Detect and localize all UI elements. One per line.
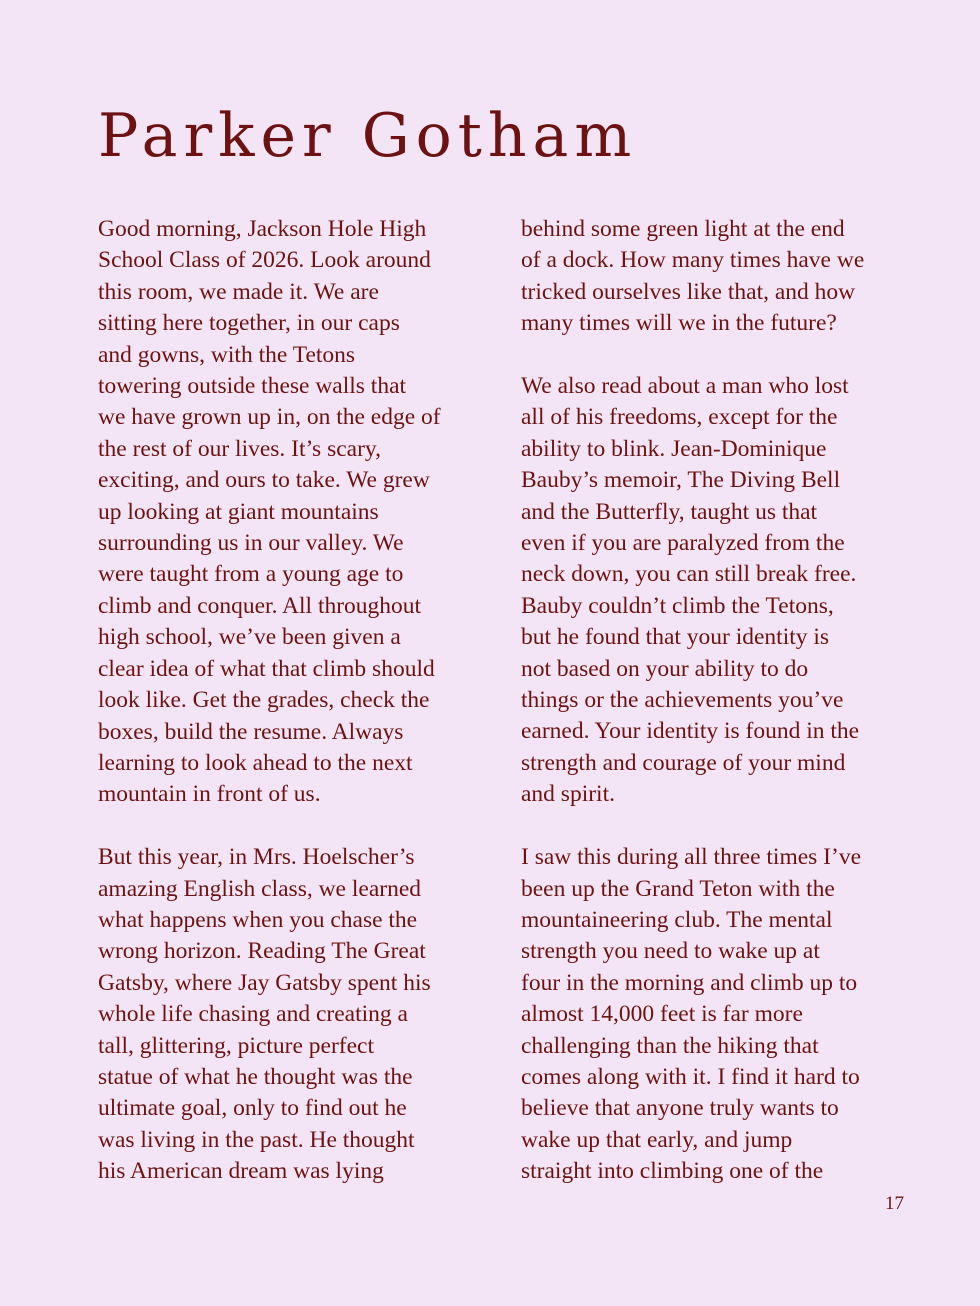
text-line: the rest of our lives. It’s scary, (98, 435, 382, 462)
paragraph (521, 214, 901, 340)
text-line: were taught from a young age to (98, 561, 404, 588)
text-line: but he found that your identity is (521, 624, 830, 651)
text-line: almost 14,000 feet is far more (521, 1001, 803, 1028)
text-line: things or the achievements you’ve (521, 687, 844, 714)
text-line: earned. Your identity is found in the (521, 718, 860, 745)
text-line: exciting, and ours to take. We grew (98, 467, 430, 494)
text-line: ability to blink. Jean-Dominique (521, 435, 827, 462)
text-line: Good morning, Jackson Hole High (98, 216, 427, 242)
text-line: and the Butterfly, taught us that (521, 498, 818, 525)
text-line: boxes, build the resume. Always (98, 718, 404, 745)
text-line: comes along with it. I find it hard to (521, 1063, 860, 1090)
text-line: climb and conquer. All throughout (98, 592, 422, 619)
text-line: towering outside these walls that (98, 373, 407, 400)
text-line: what happens when you chase the (98, 906, 418, 933)
text-line: been up the Grand Teton with the (521, 875, 835, 902)
text-column-left (98, 214, 478, 1188)
text-line: we have grown up in, on the edge of (98, 404, 441, 431)
text-line: whole life chasing and creating a (98, 1001, 408, 1028)
text-line: four in the morning and climb up to (521, 969, 858, 996)
text-line: up looking at giant mountains (98, 498, 379, 525)
text-line: behind some green light at the end (521, 216, 845, 242)
text-line: strength and courage of your mind (521, 749, 846, 776)
text-line: high school, we’ve been given a (98, 624, 401, 651)
text-line: Bauby’s memoir, The Diving Bell (521, 467, 841, 494)
paragraph (521, 371, 901, 811)
paragraph (98, 214, 478, 811)
text-line: all of his freedoms, except for the (521, 404, 838, 431)
text-line: and spirit. (521, 781, 615, 808)
text-line: and gowns, with the Tetons (98, 341, 356, 368)
text-line: was living in the past. He thought (98, 1126, 415, 1153)
text-line: ultimate goal, only to find out he (98, 1095, 407, 1122)
text-line: neck down, you can still break free. (521, 561, 857, 588)
text-line: even if you are paralyzed from the (521, 530, 845, 557)
text-line: his American dream was lying (98, 1158, 384, 1185)
text-line: statue of what he thought was the (98, 1063, 413, 1090)
text-line: mountain in front of us. (98, 781, 321, 808)
text-line: But this year, in Mrs. Hoelscher’s (98, 844, 415, 871)
text-line: mountaineering club. The mental (521, 906, 833, 933)
text-line: many times will we in the future? (521, 310, 837, 337)
text-line: not based on your ability to do (521, 655, 809, 682)
text-line: believe that anyone truly wants to (521, 1095, 839, 1122)
text-line: look like. Get the grades, check the (98, 687, 430, 714)
text-line: sitting here together, in our caps (98, 310, 400, 337)
text-line: of a dock. How many times have we (521, 247, 865, 274)
text-line: this room, we made it. We are (98, 278, 379, 305)
paragraph (98, 842, 478, 1187)
text-line: We also read about a man who lost (521, 373, 849, 400)
text-line: wake up that early, and jump (521, 1126, 793, 1153)
text-line: clear idea of what that climb should (98, 655, 435, 682)
text-line: amazing English class, we learned (98, 875, 422, 902)
text-line: wrong horizon. Reading The Great (98, 938, 426, 965)
text-line: Bauby couldn’t climb the Tetons, (521, 592, 834, 619)
page-number: 17 (885, 1193, 904, 1214)
text-line: learning to look ahead to the next (98, 749, 413, 776)
text-line: straight into climbing one of the (521, 1158, 824, 1185)
text-line: tricked ourselves like that, and how (521, 278, 856, 305)
text-line: strength you need to wake up at (521, 938, 820, 965)
text-column-right (521, 214, 901, 1188)
text-line: challenging than the hiking that (521, 1032, 819, 1059)
text-line: Gatsby, where Jay Gatsby spent his (98, 969, 431, 996)
text-line: I saw this during all three times I’ve (521, 844, 862, 871)
paragraph (521, 842, 901, 1187)
page-title: Parker Gotham (98, 101, 638, 171)
text-line: tall, glittering, picture perfect (98, 1032, 375, 1059)
text-line: surrounding us in our valley. We (98, 530, 404, 557)
text-line: School Class of 2026. Look around (98, 247, 431, 274)
